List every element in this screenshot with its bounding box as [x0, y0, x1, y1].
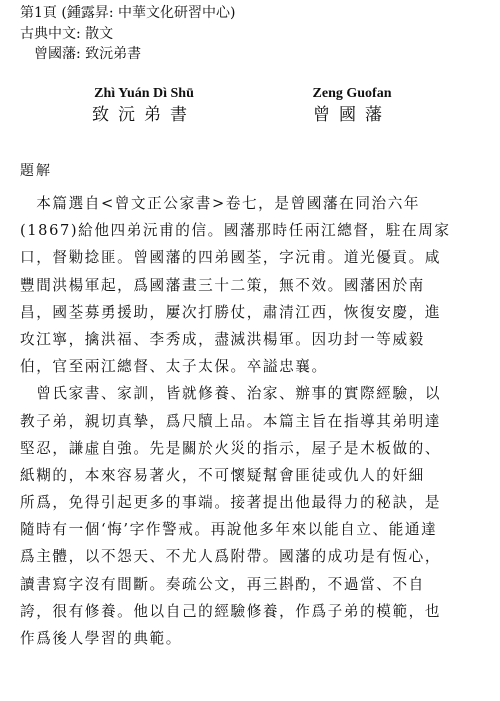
- title-chinese: 致沅弟書: [92, 105, 196, 125]
- body-line: 作爲後人學習的典範。: [20, 630, 182, 647]
- body-line: 曾氏家書、家訓，皆就修養、治家、辦事的實際經驗，以: [20, 385, 442, 403]
- page-header-category: 古典中文: 散文: [20, 26, 114, 42]
- body-line: 伯，官至兩江總督、太子太保。卒謚忠襄。: [20, 358, 328, 376]
- title-romanization: Zhì Yuán Dì Shū: [94, 86, 194, 101]
- body-line: 讀書寫字沒有間斷。奏疏公文，再三斟酌，不過當、不自: [20, 575, 425, 593]
- body-line: 攻江寧，擒洪福、李秀成，盡滅洪楊軍。因功封一等威毅: [20, 330, 425, 348]
- body-line: 紙糊的，本來容易著火，不可懷疑幫會匪徒或仇人的奸細: [20, 466, 425, 484]
- body-text: [20, 190, 482, 652]
- author-chinese: 曾國藩: [313, 105, 391, 125]
- page-header-work: 曾國藩: 致沅弟書: [34, 46, 142, 62]
- body-line: 教子弟，親切真摯，爲尺牘上品。本篇主旨在指導其弟明達: [20, 412, 442, 430]
- work-author: [252, 86, 452, 126]
- body-line: 誇，很有修養。他以自己的經驗修養，作爲子弟的模範，也: [20, 602, 442, 620]
- work-title: [44, 86, 244, 126]
- author-romanization: Zeng Guofan: [312, 86, 392, 101]
- body-line: 爲主體，以不怨天、不尤人爲附帶。國藩的成功是有恆心，: [20, 548, 442, 566]
- body-line: 隨時有一個‘悔’字作警戒。再說他多年來以能自立、能通達: [20, 521, 438, 539]
- body-line: 昌，國荃募勇援助，屢次打勝仗，肅清江西，恢復安慶，進: [20, 303, 442, 321]
- body-line: 所爲，免得引起更多的事端。接著提出他最得力的秘訣，是: [20, 494, 442, 512]
- body-line: 豐間洪楊軍起，爲國藩畫三十二策，無不效。國藩困於南: [20, 276, 425, 294]
- body-line: 口，督勦捻匪。曾國藩的四弟國荃，字沅甫。道光優貢。咸: [20, 249, 442, 267]
- body-line: 本篇選自<曾文正公家書>卷七，是曾國藩在同治六年: [20, 195, 421, 212]
- page-header-source: 第1頁 (鍾露昇: 中華文化研習中心): [20, 5, 236, 21]
- body-line: 堅忍，謙虛自強。先是關於火災的指示，屋子是木板做的、: [20, 439, 442, 457]
- body-line: (1867)給他四弟沅甫的信。國藩那時任兩江總督，駐在周家: [20, 222, 451, 240]
- section-heading: 題解: [20, 163, 52, 179]
